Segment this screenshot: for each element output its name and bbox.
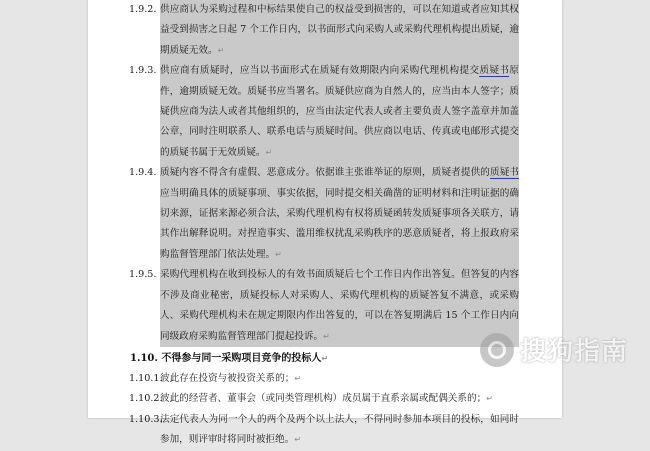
item-number: 1.10.3.	[129, 413, 163, 425]
item-number: 1.9.4.	[129, 167, 157, 179]
item-number: 1.10.1.	[129, 372, 163, 384]
item-text[interactable]: 采购代理机构在收到投标人的有效书面质疑后七个工作日内作出答复。但答复的内容不涉及商业秘密，质疑投标人对采购人、采购代理机构的质疑答复不满意，或采购人、采购代理机构未在规定期限内作出答复的，可以在答复期满后 15 个工作日内向同级政府采购监督管理部门提起投诉。↵	[160, 265, 519, 347]
item-number: 1.9.3.	[129, 65, 157, 77]
underlined-term: 质疑书	[490, 167, 520, 179]
list-item	[88, 265, 562, 347]
paragraph-mark-icon: ↵	[275, 249, 282, 259]
paragraph-mark-icon: ↵	[217, 45, 225, 55]
list-item	[88, 369, 562, 389]
item-text[interactable]: 法定代表人为同一个人的两个及两个以上法人，不得同时参加本项目的投标，如同时参加，则评审时将同时被拒绝。↵	[160, 413, 519, 446]
document-page	[88, 0, 562, 446]
underlined-term: 质疑书	[479, 65, 510, 77]
item-number: 1.9.5.	[129, 269, 157, 281]
list-item	[88, 389, 562, 409]
paragraph-mark-icon: ↵	[294, 373, 302, 383]
paragraph-mark-icon: ↵	[323, 331, 330, 341]
document-content	[88, 0, 562, 451]
paragraph-mark-icon: ↵	[486, 394, 493, 404]
paragraph-mark-icon: ↵	[294, 435, 302, 445]
item-text[interactable]: 供应商认为采购过程和中标结果使自己的权益受到损害的，可以在知道或者应知其权益受到损害之日起 7 个工作日内，以书面形式向采购人或采购代理机构提出质疑，逾期质疑无效。↵	[160, 0, 519, 61]
watermark-text: 搜狗指南	[519, 337, 628, 367]
list-item	[88, 410, 562, 451]
list-item	[88, 61, 562, 163]
section-heading[interactable]: 1.10. 不得参与同一采购项目竞争的投标人↵	[130, 352, 329, 364]
list-item	[88, 163, 562, 265]
item-text[interactable]: 质疑内容不得含有虚假、恶意成分。依据谁主张谁举证的原则，质疑者提供的质疑书应当明确具体的质疑事项、事实依据，同时提交相关确凿的证明材料和注明证据的确切来源，证据来源必须合法，采购代理机构有权将质疑函转发质疑事项各关联方，请其作出解释说明。对捏造事实、滥用维权扰乱采购秩序的恶意质疑者，将上报政府采购监督管理部门依法处理。↵	[160, 163, 519, 265]
item-text[interactable]: 供应商有质疑时，应当以书面形式在质疑有效期限内向采购代理机构提交质疑书原件，逾期质疑无效。质疑书应当署名。质疑供应商为自然人的，应当由本人签字；质疑供应商为法人或者其他组织的，应当由法定代表人或者主要负责人签字盖章并加盖公章，同时注明联系人、联系电话与质疑时间。供应商以电话、传真或电邮形式提交的质疑书属于无效质疑。↵	[160, 61, 519, 163]
paragraph-mark-icon: ↵	[321, 353, 329, 363]
item-text[interactable]: 彼此的经营者、董事会（或同类管理机构）成员属于直系亲属或配偶关系的；↵	[160, 393, 493, 405]
paragraph-mark-icon: ↵	[265, 147, 273, 157]
list-item	[88, 0, 562, 61]
item-text[interactable]: 彼此存在投资与被投资关系的；↵	[160, 372, 302, 384]
item-number: 1.10.2.	[129, 393, 163, 405]
item-number: 1.9.2.	[129, 4, 157, 15]
